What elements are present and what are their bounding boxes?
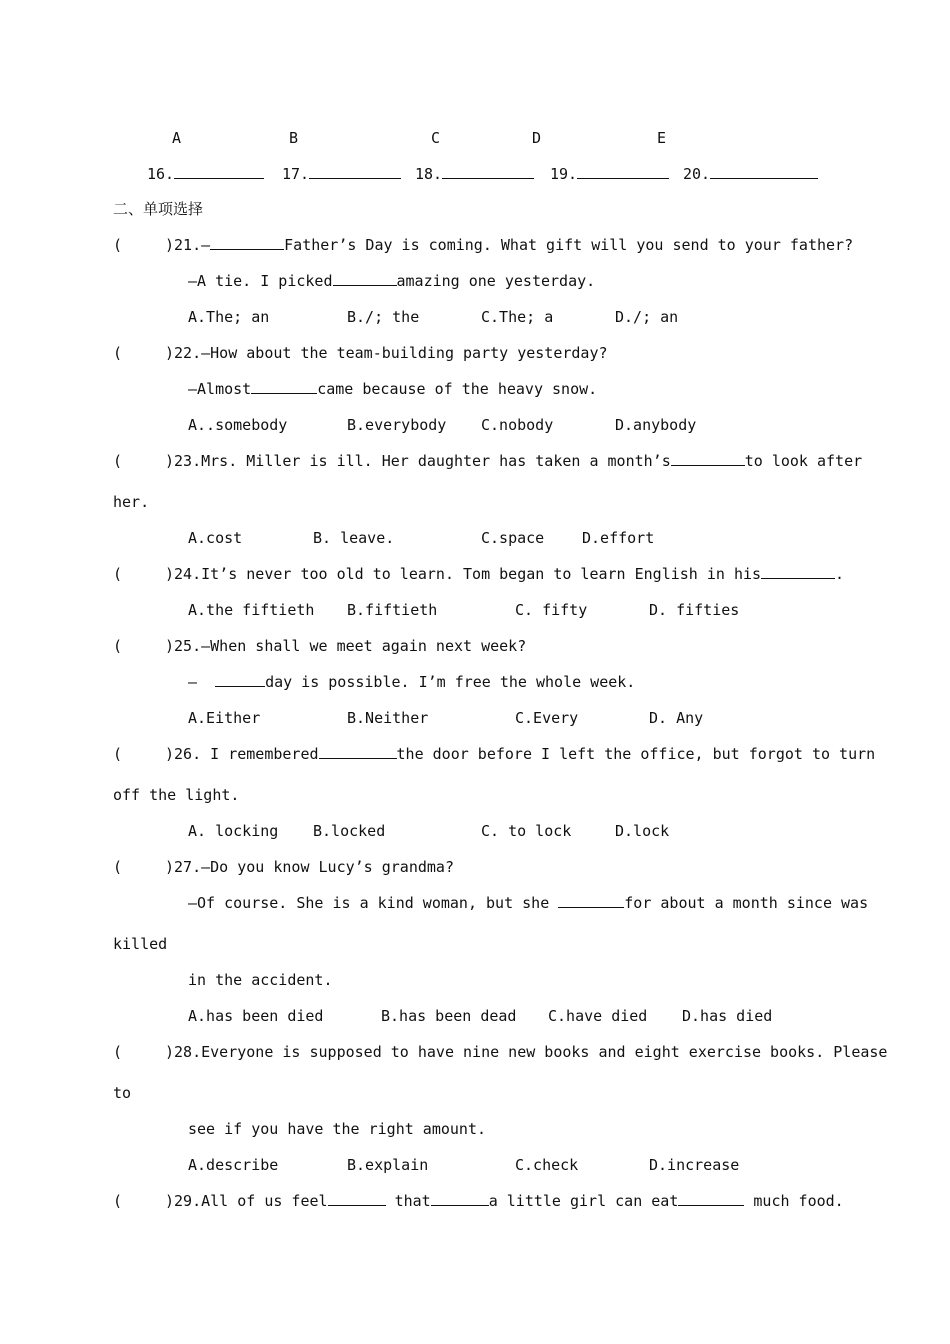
option-c[interactable]: C. fifty [515, 601, 588, 619]
option-a[interactable]: A.The; an [188, 308, 270, 326]
option-b[interactable]: B. leave. [313, 529, 395, 547]
match-number: 20. [683, 165, 711, 183]
question-26-continuation: off the light. [113, 786, 240, 804]
option-c[interactable]: C.have died [548, 1007, 648, 1025]
answer-blank[interactable] [678, 1191, 744, 1206]
question-22-stem: ( )22.—How about the team-building party yesterday? [113, 344, 608, 362]
match-item-19 [550, 164, 669, 184]
option-b[interactable]: B./; the [347, 308, 420, 326]
match-letter-e: E [657, 129, 667, 147]
match-number: 19. [550, 165, 578, 183]
option-b[interactable]: B.Neither [347, 709, 429, 727]
match-item-16 [147, 164, 264, 184]
answer-paren[interactable]: ( [113, 745, 123, 763]
option-d[interactable]: D.anybody [615, 416, 697, 434]
question-25-stem: ( )25.—When shall we meet again next week? [113, 637, 527, 655]
answer-blank[interactable] [328, 1191, 386, 1206]
question-25-reply: — day is possible. I’m free the whole week. [188, 673, 636, 691]
section-title: 二、单项选择 [113, 200, 204, 218]
answer-blank[interactable] [319, 744, 397, 759]
question-28-stem: ( )28.Everyone is supposed to have nine new books and eight exercise books. Please [113, 1043, 888, 1061]
option-d[interactable]: D./; an [615, 308, 679, 326]
question-21-reply: —A tie. I picked amazing one yesterday. [188, 272, 596, 290]
option-a[interactable]: A.cost [188, 529, 243, 547]
answer-blank[interactable] [309, 164, 401, 179]
question-29-stem: ( )29.All of us feel that a little girl can eat much food. [113, 1192, 844, 1210]
answer-paren[interactable]: ( [113, 565, 123, 583]
answer-blank[interactable] [577, 164, 669, 179]
answer-paren[interactable]: ( [113, 637, 123, 655]
answer-blank[interactable] [215, 672, 265, 687]
option-b[interactable]: B.fiftieth [347, 601, 438, 619]
match-number: 17. [282, 165, 310, 183]
match-number: 18. [415, 165, 443, 183]
answer-blank[interactable] [431, 1191, 489, 1206]
option-c[interactable]: C.The; a [481, 308, 554, 326]
option-a[interactable]: A.the fiftieth [188, 601, 315, 619]
answer-paren[interactable]: ( [113, 236, 123, 254]
question-23-continuation: her. [113, 493, 150, 511]
option-c[interactable]: C.nobody [481, 416, 554, 434]
match-letter-a: A [172, 129, 182, 147]
question-21-stem: ( )21.— Father’s Day is coming. What gift will you send to your father? [113, 236, 854, 254]
answer-blank[interactable] [174, 164, 264, 179]
answer-blank[interactable] [251, 379, 317, 394]
option-b[interactable]: B.explain [347, 1156, 429, 1174]
match-letter-b: B [289, 129, 299, 147]
question-28-continuation: to [113, 1084, 132, 1102]
answer-blank[interactable] [710, 164, 818, 179]
question-27-continuation: killed [113, 935, 168, 953]
answer-blank[interactable] [761, 564, 835, 579]
option-d[interactable]: D. Any [649, 709, 704, 727]
answer-blank[interactable] [442, 164, 534, 179]
match-item-18 [415, 164, 534, 184]
option-a[interactable]: A. locking [188, 822, 279, 840]
question-24-stem: ( )24.It’s never too old to learn. Tom began to learn English in his . [113, 565, 845, 583]
option-a[interactable]: A.describe [188, 1156, 279, 1174]
option-c[interactable]: C.Every [515, 709, 579, 727]
match-letter-d: D [532, 129, 542, 147]
option-a[interactable]: A..somebody [188, 416, 288, 434]
option-b[interactable]: B.has been dead [381, 1007, 517, 1025]
option-a[interactable]: A.Either [188, 709, 261, 727]
question-27-reply: —Of course. She is a kind woman, but she for about a month since was [188, 894, 869, 912]
question-26-stem: ( )26. I remembered the door before I left the office, but forgot to turn [113, 745, 876, 763]
question-27-stem: ( )27.—Do you know Lucy’s grandma? [113, 858, 454, 876]
answer-blank[interactable] [671, 451, 745, 466]
option-b[interactable]: B.everybody [347, 416, 447, 434]
match-letter-c: C [431, 129, 441, 147]
question-23-stem: ( )23.Mrs. Miller is ill. Her daughter has taken a month’s to look after [113, 452, 863, 470]
answer-paren[interactable]: ( [113, 452, 123, 470]
option-d[interactable]: D. fifties [649, 601, 740, 619]
question-22-reply: —Almost came because of the heavy snow. [188, 380, 598, 398]
option-c[interactable]: C.check [515, 1156, 579, 1174]
question-27-continuation-2: in the accident. [188, 971, 333, 989]
option-d[interactable]: D.effort [582, 529, 655, 547]
answer-paren[interactable]: ( [113, 1043, 123, 1061]
match-item-20 [683, 164, 818, 184]
option-d[interactable]: D.lock [615, 822, 670, 840]
option-d[interactable]: D.increase [649, 1156, 740, 1174]
answer-paren[interactable]: ( [113, 858, 123, 876]
option-c[interactable]: C. to lock [481, 822, 572, 840]
answer-blank[interactable] [333, 271, 397, 286]
answer-blank[interactable] [558, 893, 624, 908]
option-d[interactable]: D.has died [682, 1007, 773, 1025]
answer-paren[interactable]: ( [113, 344, 123, 362]
answer-paren[interactable]: ( [113, 1192, 123, 1210]
answer-blank[interactable] [210, 235, 284, 250]
option-a[interactable]: A.has been died [188, 1007, 324, 1025]
option-c[interactable]: C.space [481, 529, 545, 547]
match-number: 16. [147, 165, 175, 183]
match-item-17 [282, 164, 401, 184]
question-28-continuation-2: see if you have the right amount. [188, 1120, 487, 1138]
option-b[interactable]: B.locked [313, 822, 386, 840]
